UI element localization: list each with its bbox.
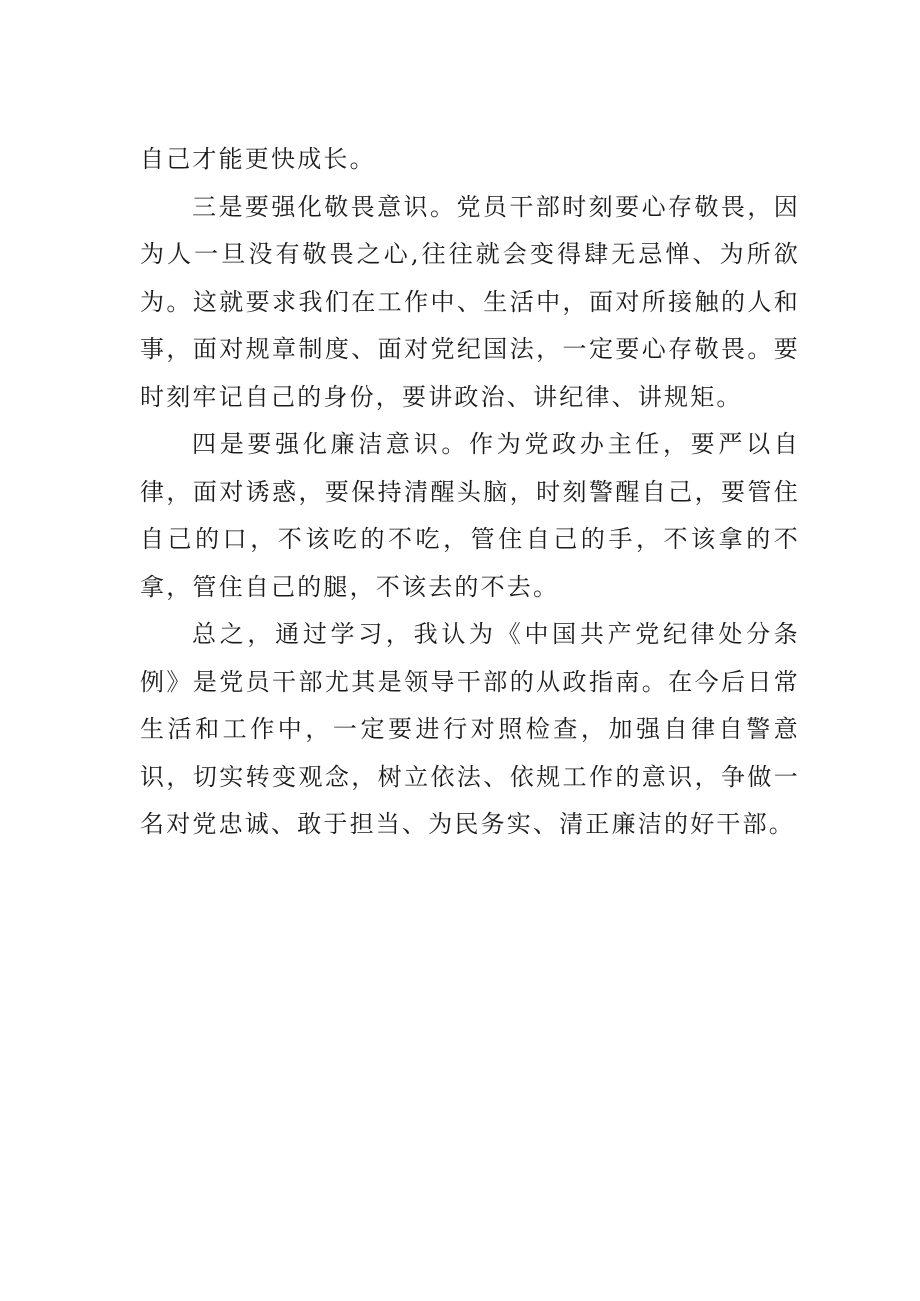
document-body (140, 136, 800, 849)
paragraph-continuation: 自己才能更快成长。 (140, 145, 376, 173)
paragraph-integrity: 四是要强化廉洁意识。作为党政办主任，要严以自律，面对诱惑，要保持清醒头脑，时刻警醒自己，要管住自己的口，不该吃的不吃，管住自己的手，不该拿的不拿，管住自己的腿，不该去的不去。 (140, 430, 800, 601)
paragraph-conclusion: 总之，通过学习，我认为《中国共产党纪律处分条例》是党员干部尤其是领导干部的从政指南。在今后日常生活和工作中，一定要进行对照检查，加强自律自警意识，切实转变观念，树立依法、依规工作的意识，争做一名对党忠诚、敢于担当、为民务实、清正廉洁的好干部。 (140, 620, 800, 838)
paragraph-reverence: 三是要强化敬畏意识。党员干部时刻要心存敬畏，因为人一旦没有敬畏之心,往往就会变得肆无忌惮、为所欲为。这就要求我们在工作中、生活中，面对所接触的人和事，面对规章制度、面对党纪国法，一定要心存敬畏。要时刻牢记自己的身份，要讲政治、讲纪律、讲规矩。 (140, 192, 800, 411)
